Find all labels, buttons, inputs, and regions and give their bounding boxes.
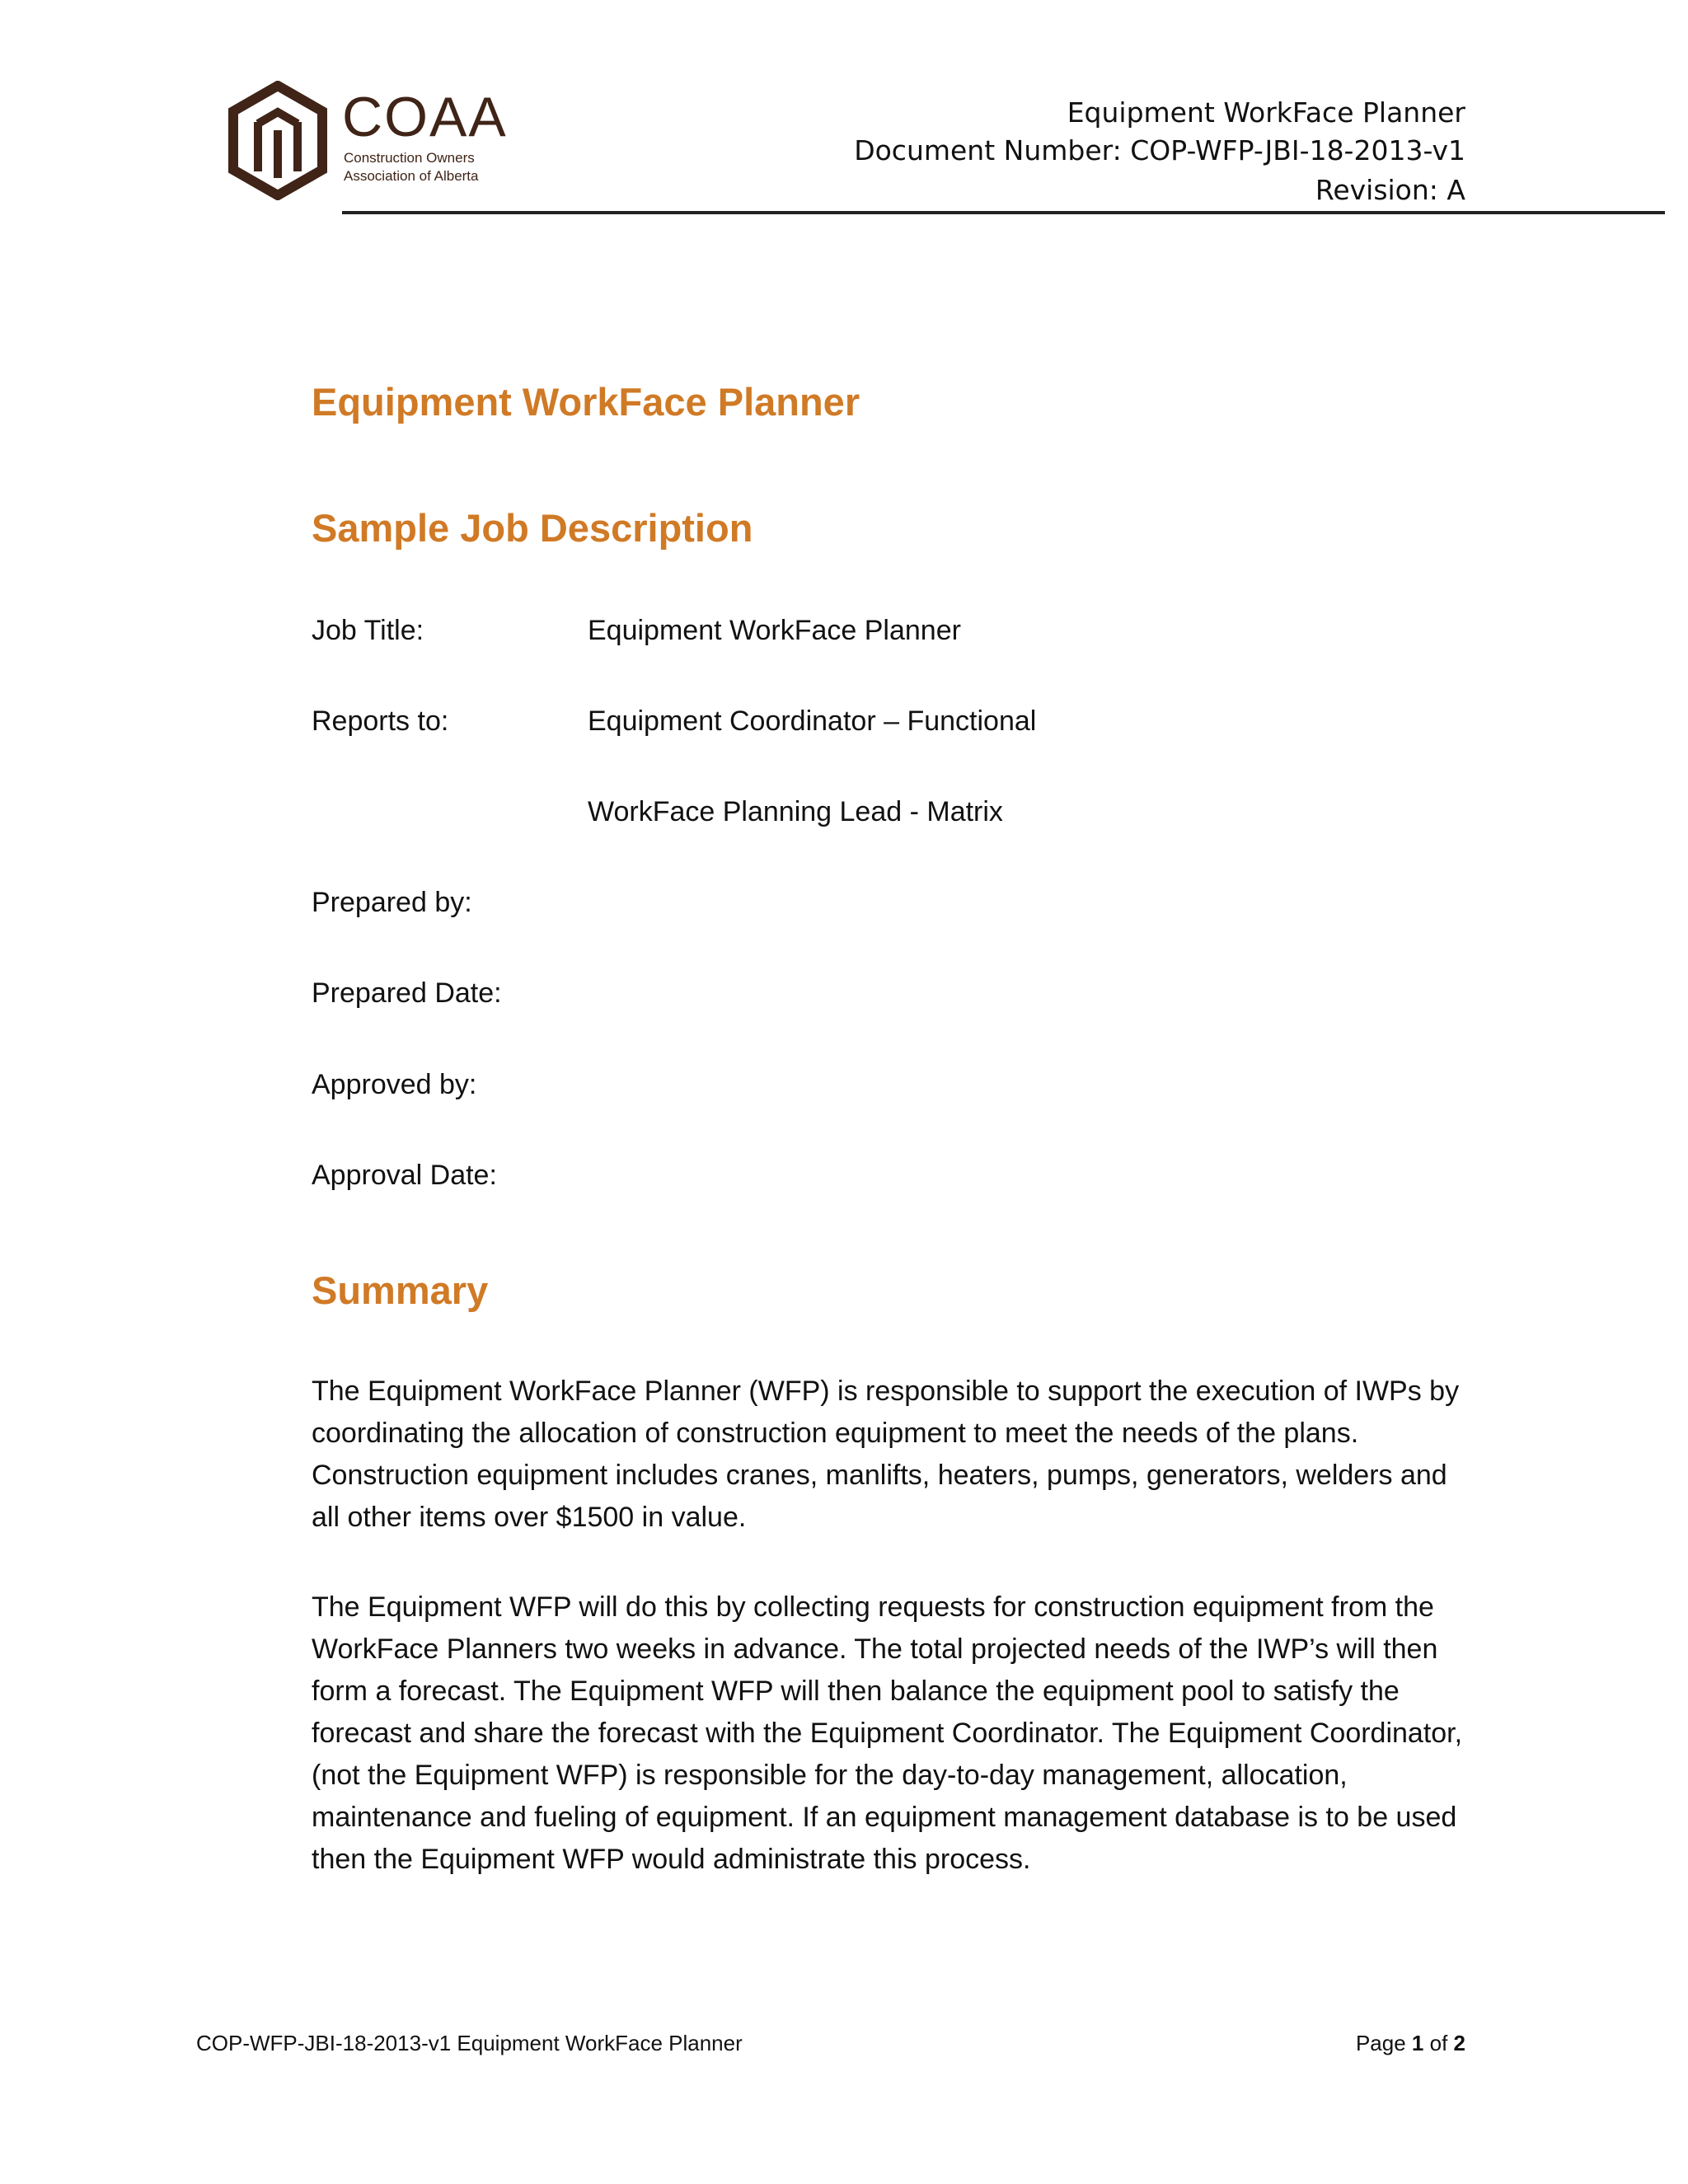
- approved-by-label: Approved by:: [312, 1069, 477, 1100]
- coaa-wordmark: COAA: [342, 86, 508, 148]
- prepared-date-label: Prepared Date:: [312, 977, 502, 1009]
- footer-document-id: COP-WFP-JBI-18-2013-v1 Equipment WorkFace Planner: [196, 2031, 743, 2055]
- summary-paragraph-2: The Equipment WFP will do this by collecting requests for construction equipment from the WorkFace Planners two weeks in advance. The total projected needs of the IWP’s will then form a forecast. The Equipment WFP will then balance the equipment pool to satisfy the forecast and share the forecast with the Equipment Coordinator. The Equipment Coordinator, (not the Equipment WFP) is responsible for the day-to-day management, allocation, maintenance and fueling of equipment. If an equipment management database is to be used then the Equipment WFP would administrate this process.: [312, 1591, 1463, 1875]
- header-revision: [854, 171, 1465, 209]
- page-word: Page: [1355, 2031, 1406, 2055]
- prepared-by-label: Prepared by:: [312, 887, 472, 918]
- page-title: Equipment WorkFace Planner: [312, 380, 860, 424]
- page-of: of: [1429, 2031, 1448, 2055]
- logo-tagline-line2: Association of Alberta: [344, 168, 479, 184]
- summary-heading: Summary: [312, 1268, 489, 1312]
- coaa-hexagon-icon: [227, 81, 330, 200]
- doc-number-value: COP-WFP-JBI-18-2013-v1: [1130, 134, 1465, 166]
- revision-label: Revision:: [1315, 174, 1438, 206]
- header-doc-title: Equipment WorkFace Planner: [1067, 96, 1465, 129]
- logo-tagline-line1: Construction Owners: [344, 150, 475, 166]
- sample-job-description-heading: Sample Job Description: [312, 506, 753, 550]
- header-divider: [342, 211, 1665, 214]
- footer-page-number: [1356, 2029, 1465, 2057]
- page-total: 2: [1453, 2031, 1465, 2055]
- revision-value: A: [1447, 174, 1465, 206]
- header-doc-number: [854, 132, 1465, 170]
- approval-date-label: Approval Date:: [312, 1160, 497, 1191]
- coaa-logo: [227, 81, 507, 200]
- reports-to-label: Reports to:: [312, 705, 449, 737]
- job-title-label: Job Title:: [312, 615, 424, 646]
- page-current: 1: [1411, 2031, 1424, 2055]
- summary-paragraph-1: The Equipment WorkFace Planner (WFP) is responsible to support the execution of IWPs by coordinating the allocation of construction equipment to meet the needs of the plans. Construction equipment includes cranes, manlifts, heaters, pumps, generators, welders and all other items over $1500 in value.: [312, 1376, 1460, 1533]
- reports-to-value-matrix: WorkFace Planning Lead - Matrix: [588, 796, 1003, 827]
- header-info: [854, 94, 1465, 209]
- doc-number-label: Document Number:: [854, 134, 1122, 166]
- reports-to-value-functional: Equipment Coordinator – Functional: [588, 705, 1037, 737]
- job-title-value: Equipment WorkFace Planner: [588, 615, 961, 646]
